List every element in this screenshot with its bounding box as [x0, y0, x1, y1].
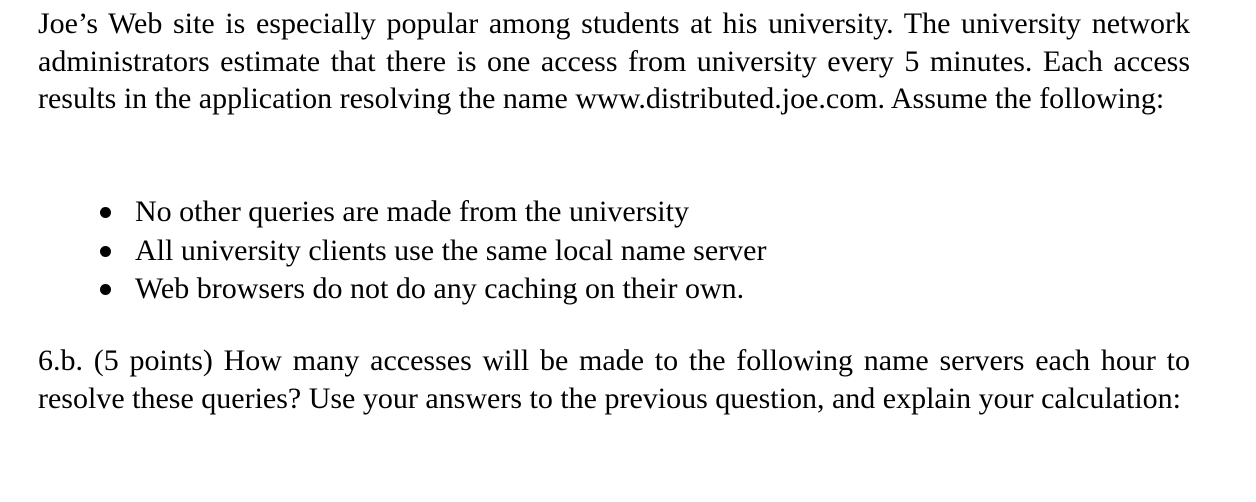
assumptions-list — [100, 193, 766, 309]
assumption-item — [100, 232, 766, 271]
bullet-icon — [100, 246, 111, 257]
assumption-text: Web browsers do not do any caching on their own. — [135, 272, 745, 305]
intro-paragraph: Joe’s Web site is especially popular among students at his university. The university network administrators estimate that there is one access from university every 5 minutes. Each access results in the application resolving the name www.distributed.joe.com. Assume the following: — [38, 7, 1190, 115]
bullet-icon — [100, 207, 111, 218]
assumption-text: No other queries are made from the university — [135, 195, 689, 228]
question-paragraph: 6.b. (5 points) How many accesses will be made to the following name servers each hour to resolve these queries? Use your answers to the previous question, and explain your calculation: — [38, 344, 1190, 415]
assumption-text: All university clients use the same local name server — [135, 233, 767, 267]
assumption-item — [100, 270, 766, 309]
bullet-icon — [100, 284, 111, 295]
assumption-item — [100, 193, 766, 232]
